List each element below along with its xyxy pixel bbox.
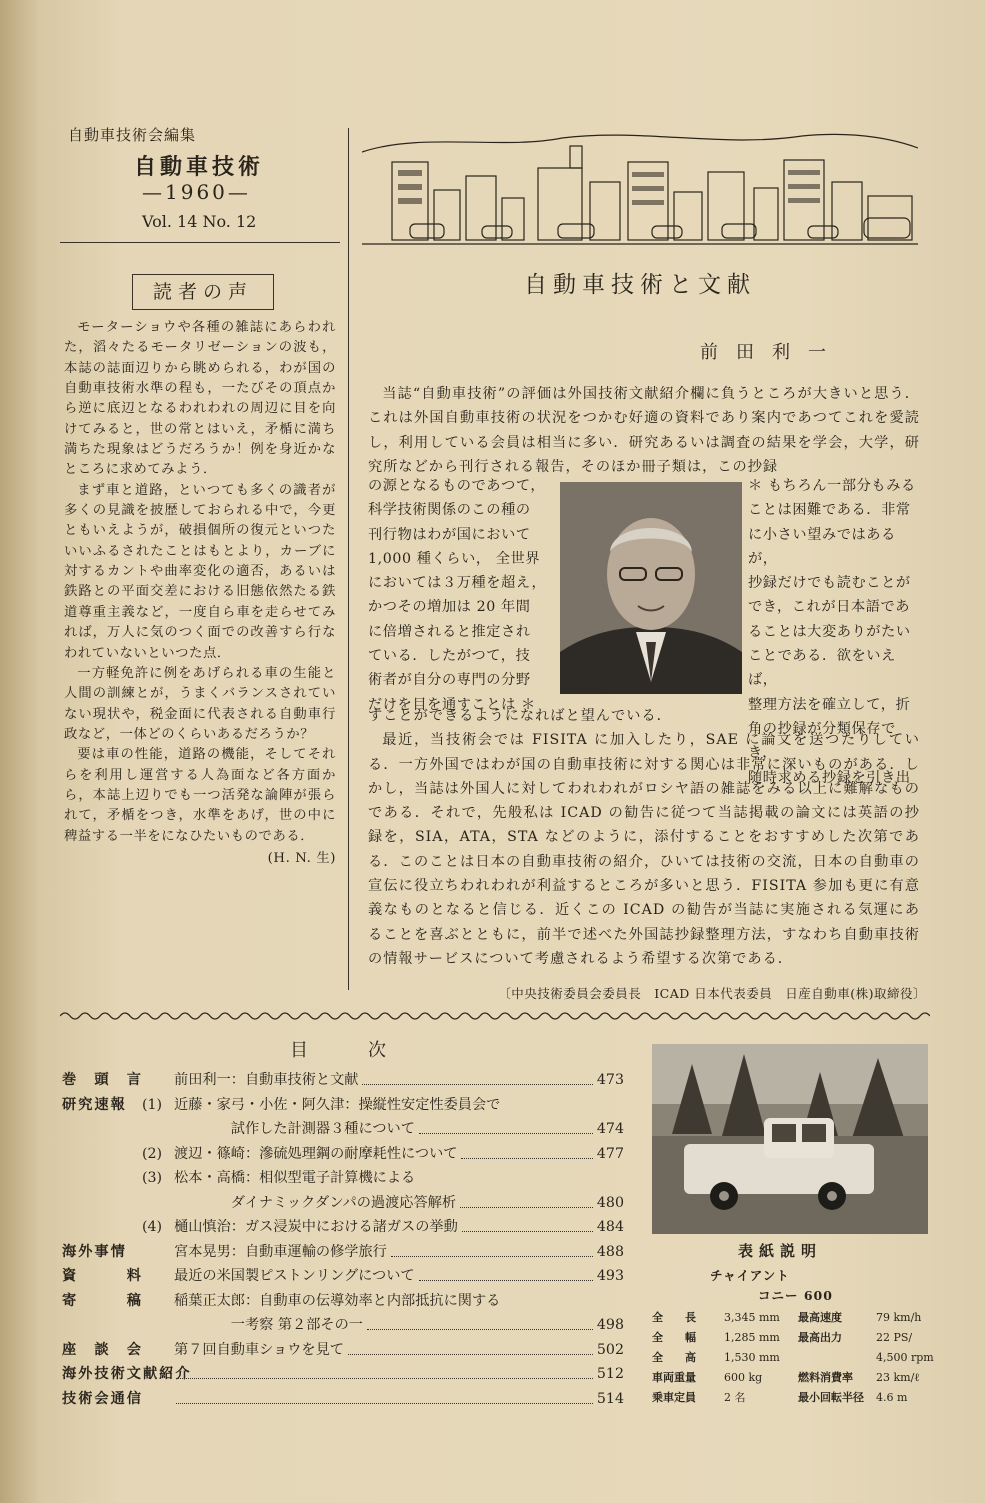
spec-label: 最小回転半径: [798, 1391, 864, 1404]
readers-voice-heading: 読者の声: [132, 274, 274, 310]
text-line: ＊ もちろん一部分もみる: [748, 478, 916, 494]
text-line: 術者が自分の専門の分野: [368, 672, 531, 689]
toc-row: [62, 1142, 632, 1167]
toc-category: 研究速報: [62, 1096, 127, 1113]
toc-entry: ダイナミックダンパの過渡応答解析: [174, 1194, 457, 1211]
toc-row: [62, 1191, 632, 1216]
car-spec-table: [650, 1308, 934, 1408]
toc-leader-dots: [419, 1133, 593, 1134]
text-line: ことである．欲をいえば，: [748, 648, 896, 689]
spec-row: [650, 1368, 930, 1388]
toc-page: 488: [596, 1243, 624, 1260]
spec-value: 1,285 mm: [724, 1331, 780, 1344]
toc-row: [62, 1117, 632, 1142]
toc-page: 514: [596, 1390, 624, 1407]
toc-page: 498: [596, 1317, 624, 1333]
toc-number: (1): [142, 1096, 163, 1113]
toc-entry: 試作した計測器３種について: [174, 1121, 415, 1137]
toc-row: [62, 1093, 632, 1118]
spec-label: 車両重量: [652, 1371, 696, 1384]
article-body: [368, 704, 920, 971]
toc-category: 資 料: [62, 1268, 143, 1284]
spec-row: [650, 1388, 930, 1408]
toc-category: 座 談 会: [62, 1341, 143, 1358]
toc-category: 海外技術文献紹介: [62, 1366, 192, 1382]
toc-category: 技術会通信: [62, 1390, 143, 1407]
toc-leader-dots: [176, 1378, 593, 1379]
table-of-contents: [62, 1068, 632, 1411]
spec-value: 23 km/ℓ: [876, 1371, 920, 1384]
toc-leader-dots: [460, 1207, 593, 1208]
wavy-divider: [60, 1010, 930, 1022]
toc-entry: 近藤・家弓・小佐・阿久津：操縦性安定性委員会で: [174, 1096, 501, 1113]
spec-label: 全 高: [652, 1351, 696, 1364]
voice-paragraph: 一方軽免許に例をあげられる車の生能と人間の訓練とが，うまくバランスされていない現状や，税金面に代表される自動車行政など，一体どのくらいあるだろうか？: [64, 665, 336, 742]
author-credit: 〔中央技術委員会委員長 ICAD 日本代表委員 日産自動車(株)取締役〕: [498, 986, 926, 1001]
spec-label: 全 幅: [652, 1331, 696, 1344]
text-line: に小さい望みではあるが，: [748, 526, 896, 567]
toc-leader-dots: [367, 1329, 593, 1330]
toc-row: [62, 1362, 632, 1387]
toc-row: [62, 1166, 632, 1191]
text-line: ている．したがつて，技: [368, 648, 531, 665]
text-line: に倍増されると推定され: [368, 623, 531, 640]
toc-page: 484: [596, 1219, 624, 1235]
toc-row: [62, 1068, 632, 1093]
toc-entry: 宮本晃男：自動車運輸の修学旅行: [174, 1243, 387, 1260]
toc-entry: 松本・高橋：相似型電子計算機による: [174, 1170, 416, 1186]
article-author: 前田利一: [700, 342, 844, 363]
toc-row: [62, 1215, 632, 1240]
cover-description-heading: 表紙説明: [738, 1242, 823, 1260]
toc-leader-dots: [461, 1158, 592, 1159]
toc-category: 海外事情: [62, 1243, 127, 1260]
toc-page: 480: [596, 1194, 624, 1211]
text-line: ることは大変ありがたい: [748, 623, 911, 640]
text-line: の源となるものであつて，: [368, 478, 546, 494]
article-title: 自動車技術と文献: [524, 272, 756, 298]
toc-page: 502: [596, 1341, 624, 1358]
toc-leader-dots: [391, 1256, 593, 1257]
toc-entry: 渡辺・篠崎：滲硫処理鋼の耐摩耗性について: [174, 1145, 458, 1162]
body-paragraph: 最近，当技術会では FISITA に加入したり，SAE に論文を送つたりしている．一方外国ではわが国の自動車技術に対する関心は非常に深いものがある．しかし，当誌は外国人に対してわれわれがロシヤ語の雑誌をみる以上に難解なものである．それで，先般私は ICAD の勧告に従つて当誌掲載の論文には英語の抄録を，SIA，ATA，STA などのように，添付することをおすすめした次第である．このことは日本の自動車技術の紹介，ひいては技術の交流，日本の自動車の宣伝に役立ちわれわれが利益するところが多いと思う．FISITA 参加も更に有意義なものとなると信じる．近くこの ICAD の勧告が当誌に実施される気運にあることを喜ぶとともに，前半で述べた外国誌抄録整理方法，すなわち自動車技術の情報サービスについて考慮されるよう希望する次第である．: [368, 732, 920, 967]
text-line: でき，これが日本語であ: [748, 599, 911, 616]
toc-leader-dots: [362, 1084, 592, 1085]
text-line: 整理方法を確立して，折: [748, 696, 911, 713]
toc-row: [62, 1338, 632, 1363]
toc-category: 寄 稿: [62, 1292, 143, 1309]
toc-row: [62, 1289, 632, 1314]
text-line: 刊行物はわが国において: [368, 526, 531, 543]
toc-row: [62, 1313, 632, 1338]
text-line: においては３万種を超え，: [368, 575, 547, 592]
spec-value: 4.6 m: [876, 1391, 908, 1404]
toc-entry: 前田利一：自動車技術と文献: [174, 1072, 359, 1088]
magazine-title: 自動車技術: [134, 154, 265, 180]
spec-label: 全 長: [652, 1311, 696, 1324]
spec-value: 600 kg: [724, 1371, 763, 1384]
text-line: 1,000 種くらい， 全世界: [368, 550, 541, 567]
toc-page: 512: [596, 1366, 624, 1382]
article-intro: [368, 382, 920, 479]
text-line: 角の抄録が分類保存でき，: [748, 720, 896, 762]
body-paragraph: すことができるようになればと望んでいる．: [368, 708, 672, 724]
voice-signature: (H. N. 生): [267, 850, 336, 866]
toc-entry: 第７回自動車ショウを見て: [174, 1341, 344, 1358]
author-portrait-photo: [560, 482, 742, 694]
spec-value: 2 名: [724, 1391, 746, 1404]
volume-number: Vol. 14 No. 12: [142, 212, 257, 231]
cover-model-number: コニー 600: [758, 1288, 833, 1303]
article-left-column: [368, 474, 554, 717]
toc-number: (2): [142, 1145, 163, 1162]
toc-row: [62, 1240, 632, 1265]
text-line: 随時求める抄録を引き出: [748, 769, 911, 786]
text-line: だけを目を通すことは ＊: [368, 696, 536, 713]
toc-page: 473: [596, 1072, 624, 1088]
toc-category: 巻 頭 言: [62, 1072, 143, 1088]
magazine-year: —1960—: [142, 180, 251, 204]
spec-row: [650, 1308, 930, 1328]
toc-row: [62, 1264, 632, 1289]
toc-leader-dots: [176, 1403, 593, 1404]
toc-page: 474: [596, 1121, 624, 1137]
text-line: 科学技術関係のこの種の: [368, 502, 531, 519]
toc-leader-dots: [462, 1231, 593, 1232]
spec-value: 22 PS/: [876, 1331, 913, 1344]
spec-value: 1,530 mm: [724, 1351, 780, 1364]
voice-paragraph: まず車と道路，といつても多くの識者が多くの見識を披歴しておられる中で，今更ともいえようが，破損個所の復元といつたいいふるされたことはもとより，カーブに対するカントや曲率変化の適否，あるいは鉄路との平面交差における旧態依然たる鉄道尊重主義など，一度自ら車を走らせてみれば，万人に気のつく面での改善すら行なわれていないといつた点．: [64, 482, 336, 661]
text-line: かつその増加は 20 年間: [368, 599, 531, 616]
toc-row: [62, 1387, 632, 1412]
spec-label: 最高速度: [798, 1311, 842, 1324]
voice-paragraph: 要は車の性能，道路の機能，そしてそれらを利用し運営する人為面など各方面から，本誌上辺りでも一つ活発な論陣が張られて，矛楯をつき，水準をあげ，世の中に稗益する一半をになひたいものである．: [64, 747, 336, 844]
spec-value: 4,500 rpm: [876, 1351, 934, 1364]
toc-entry: 最近の米国製ピストンリングについて: [174, 1268, 415, 1284]
spec-label: 乗車定員: [652, 1391, 696, 1404]
cover-car-photo: [652, 1044, 928, 1234]
publisher-label: 自動車技術会編集: [68, 126, 197, 144]
spec-row: [650, 1348, 934, 1368]
toc-heading: 目次: [290, 1040, 446, 1061]
toc-page: 477: [596, 1145, 624, 1162]
toc-leader-dots: [348, 1354, 593, 1355]
toc-entry: 一考察 第２部その一: [174, 1317, 363, 1333]
cover-model-name: チャイアント: [710, 1268, 790, 1283]
toc-page: 493: [596, 1268, 624, 1284]
spec-label: 燃料消費率: [798, 1371, 853, 1384]
text-line: ことは困難である．非常: [748, 502, 911, 519]
toc-entry: 稲葉正太郎：自動車の伝導効率と内部抵抗に関する: [174, 1292, 501, 1309]
city-skyline-illustration: [362, 132, 918, 256]
readers-voice-text: [64, 318, 336, 869]
toc-leader-dots: [419, 1280, 593, 1281]
column-divider: [348, 128, 349, 990]
toc-number: (3): [142, 1170, 163, 1186]
spec-value: 79 km/h: [876, 1311, 922, 1324]
toc-number: (4): [142, 1219, 163, 1235]
spec-row: [650, 1328, 930, 1348]
intro-paragraph: 当誌“自動車技術”の評価は外国技術文献紹介欄に負うところが大きいと思う．これは外国自動車技術の状況をつかむ好適の資料であり案内であつてこれを愛読し，利用している会員は相当に多い．研究あるいは調査の結果を学会，大学，研究所などから刊行される報告，そのほか冊子類は，この抄録: [368, 386, 920, 475]
masthead-divider: [60, 242, 340, 243]
spec-value: 3,345 mm: [724, 1311, 780, 1324]
text-line: 抄録だけでも読むことが: [748, 575, 911, 592]
voice-paragraph: モーターショウや各種の雑誌にあらわれた，滔々たるモータリゼーションの波も，本誌の誌面辺りから眺められる，わが国の自動車技術水準の程も，一たびその頂点から逆に底辺となるわれわれの周辺に目を向けてみると，世の常とはいえ，矛楯に満ち満ちた現象はどうだろうか！例を身近かなところに求めてみよう．: [64, 320, 336, 478]
spec-label: 最高出力: [798, 1331, 842, 1344]
toc-entry: 樋山慎治：ガス浸炭中における諸ガスの挙動: [174, 1219, 458, 1235]
